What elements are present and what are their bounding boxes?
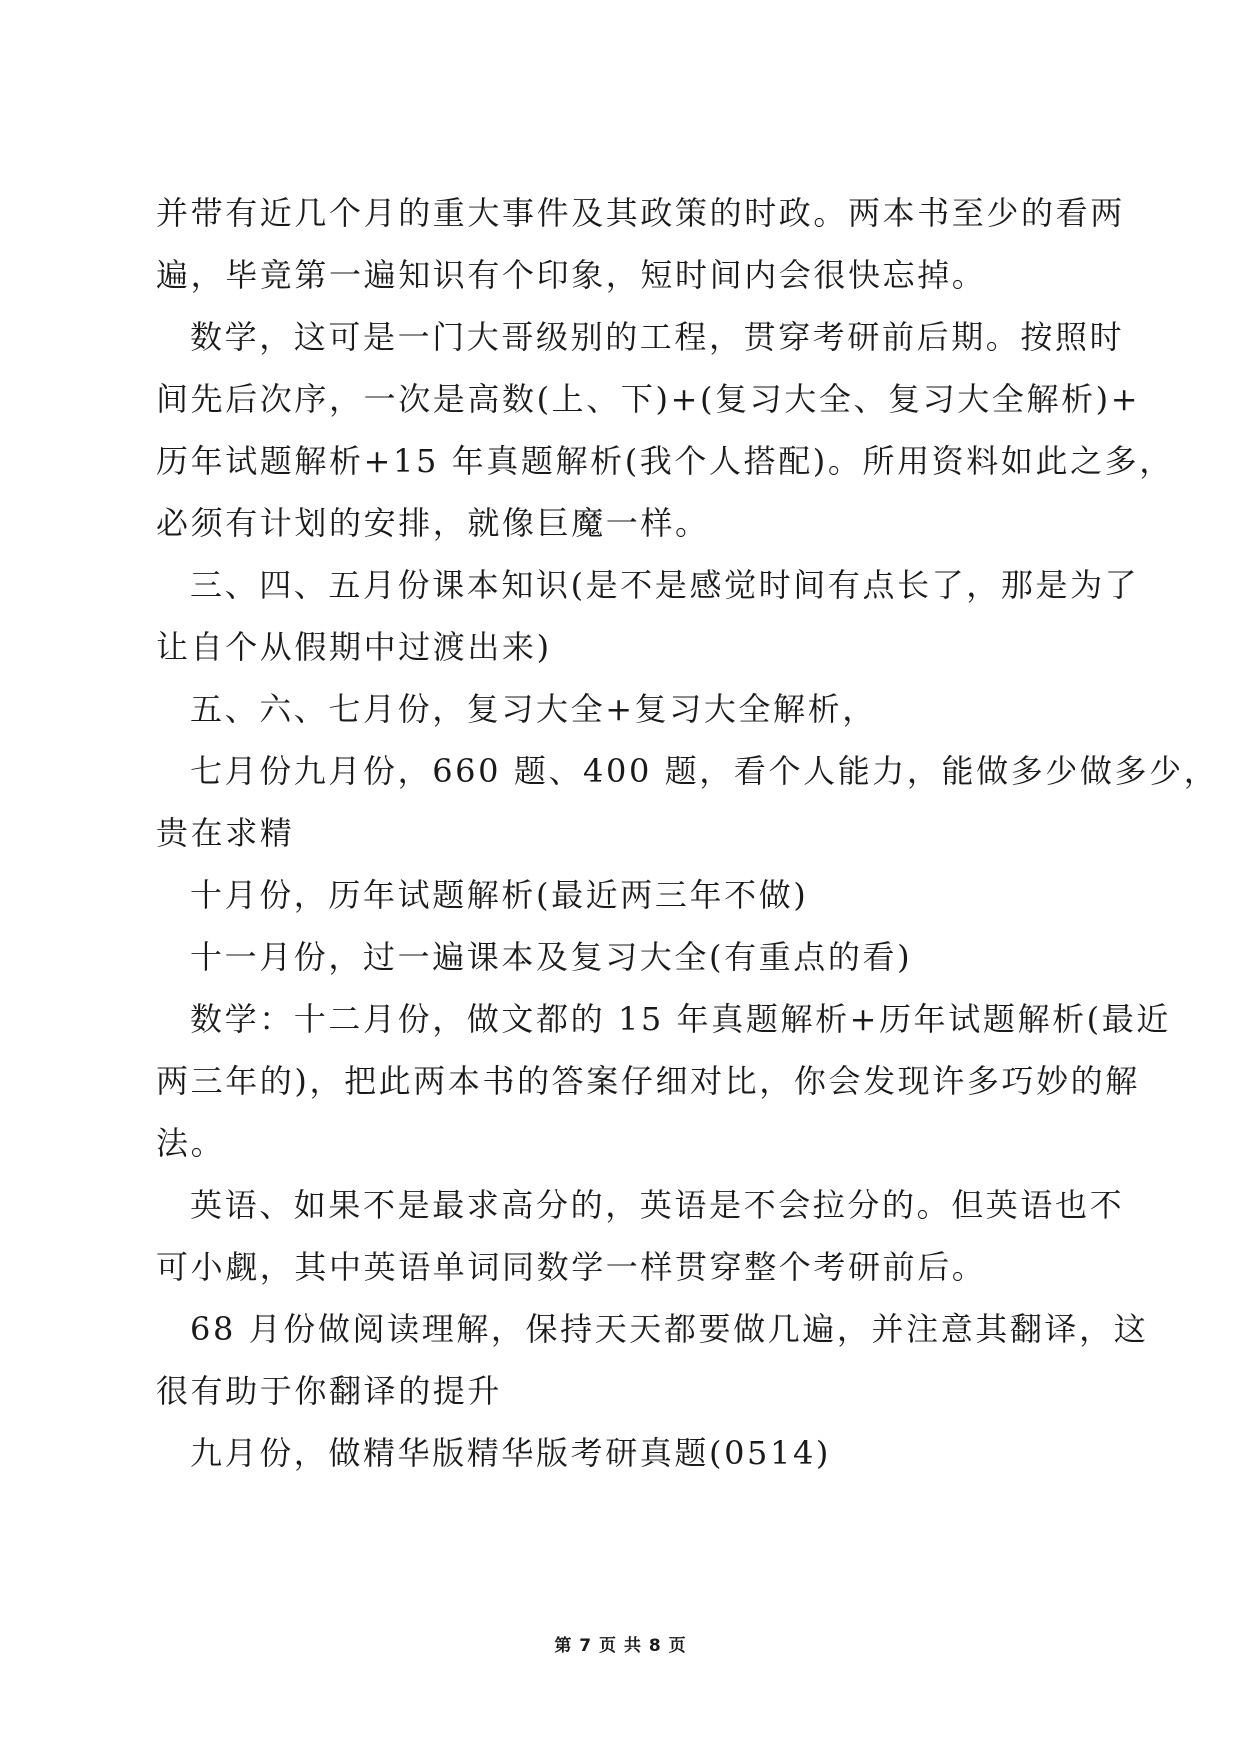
text-line: 法。 <box>156 1124 226 1162</box>
page-footer: 第 7 页 共 8 页 <box>554 1636 687 1656</box>
text-line: 68 月份做阅读理解，保持天天都要做几遍，并注意其翻译，这 <box>190 1310 1149 1348</box>
text-line: 三、四、五月份课本知识(是不是感觉时间有点长了，那是为了 <box>190 566 1140 604</box>
text-line: 遍，毕竟第一遍知识有个印象，短时间内会很快忘掉。 <box>156 256 987 294</box>
text-line: 贵在求精 <box>156 814 295 852</box>
text-line: 很有助于你翻译的提升 <box>156 1372 503 1410</box>
text-line: 并带有近几个月的重大事件及其政策的时政。两本书至少的看两 <box>156 194 1125 232</box>
text-line: 必须有计划的安排，就像巨魔一样。 <box>156 504 710 542</box>
text-line: 十月份，历年试题解析(最近两三年不做) <box>190 876 809 914</box>
text-line: 两三年的)，把此两本书的答案仔细对比，你会发现许多巧妙的解 <box>156 1062 1140 1100</box>
text-line: 间先后次序，一次是高数(上、下)+(复习大全、复习大全解析)+ <box>156 380 1141 418</box>
text-line: 九月份，做精华版精华版考研真题(0514) <box>190 1434 832 1472</box>
text-line: 数学：十二月份，做文都的 15 年真题解析+历年试题解析(最近 <box>190 1000 1171 1038</box>
text-line: 十一月份，过一遍课本及复习大全(有重点的看) <box>190 938 913 976</box>
text-line: 英语、如果不是最求高分的，英语是不会拉分的。但英语也不 <box>190 1186 1125 1224</box>
text-line: 让自个从假期中过渡出来) <box>156 628 552 666</box>
text-line: 可小觑，其中英语单词同数学一样贯穿整个考研前后。 <box>156 1248 987 1286</box>
text-line: 五、六、七月份，复习大全+复习大全解析， <box>190 690 877 728</box>
text-line: 数学，这可是一门大哥级别的工程，贯穿考研前后期。按照时 <box>190 318 1125 356</box>
text-line: 七月份九月份，660 题、400 题，看个人能力，能做多少做多少， <box>190 752 1219 790</box>
text-line: 历年试题解析+15 年真题解析(我个人搭配)。所用资料如此之多， <box>156 442 1174 480</box>
